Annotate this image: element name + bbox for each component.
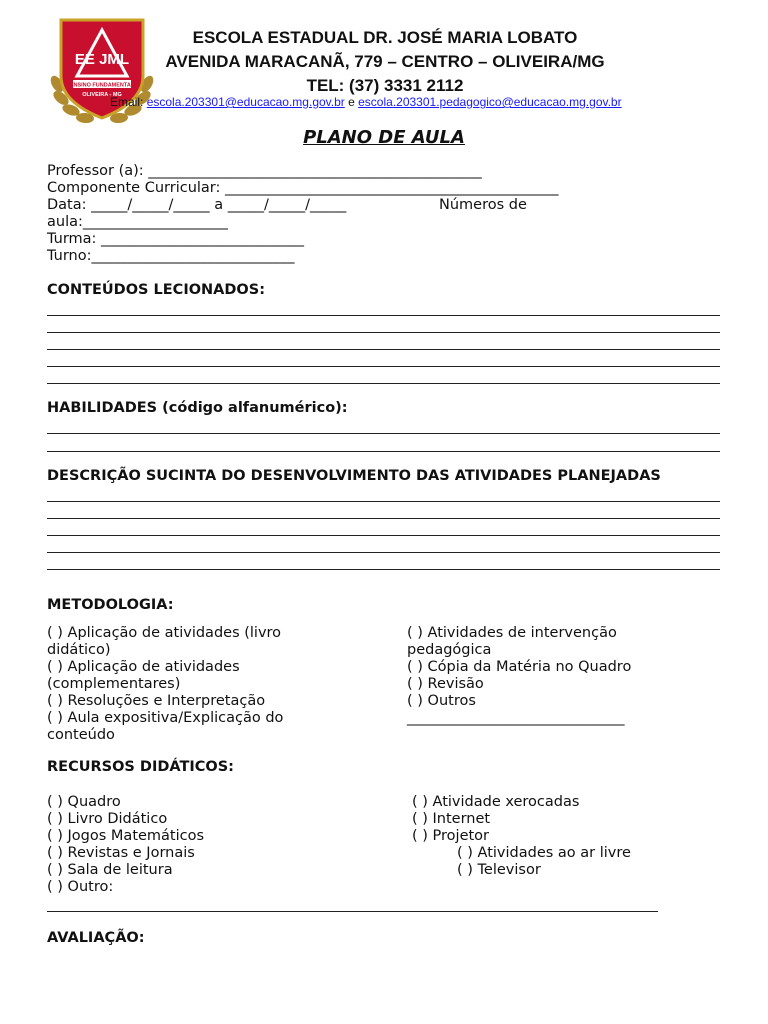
recurso-option[interactable]: ( ) Jogos Matemáticos xyxy=(47,828,205,844)
turno-field[interactable]: Turno:____________________________ xyxy=(47,248,295,264)
recursos-right-indented xyxy=(457,845,631,879)
metodologia-option-cont: didático) xyxy=(47,642,111,658)
metodologia-option[interactable]: ( ) Outros xyxy=(407,693,476,709)
metodologia-option[interactable]: ( ) Revisão xyxy=(407,676,484,692)
conteudos-line-2[interactable] xyxy=(47,332,720,333)
habilidades-line-2[interactable] xyxy=(47,451,720,452)
professor-field[interactable]: Professor (a): ______________________________________________ xyxy=(47,163,482,179)
recurso-option[interactable]: ( ) Atividades ao ar livre xyxy=(457,845,631,861)
conteudos-heading: CONTEÚDOS LECIONADOS: xyxy=(47,282,265,298)
logo-letters-1: EE JML xyxy=(74,51,130,68)
descricao-line-5[interactable] xyxy=(47,569,720,570)
email-separator: e xyxy=(344,95,359,109)
recursos-heading: RECURSOS DIDÁTICOS: xyxy=(47,759,234,775)
email-line xyxy=(110,95,622,109)
avaliacao-heading: AVALIAÇÃO: xyxy=(47,930,145,946)
logo-banner-2: OLIVEIRA - MG xyxy=(82,92,122,98)
recurso-option[interactable]: ( ) Revistas e Jornais xyxy=(47,845,195,861)
page-title xyxy=(0,127,768,148)
conteudos-line-4[interactable] xyxy=(47,366,720,367)
outros-blank-line[interactable]: ______________________________ xyxy=(407,710,625,726)
conteudos-line-1[interactable] xyxy=(47,315,720,316)
conteudos-line-3[interactable] xyxy=(47,349,720,350)
habilidades-heading: HABILIDADES (código alfanumérico): xyxy=(47,400,348,416)
email-link-1[interactable]: escola.203301@educacao.mg.gov.br xyxy=(146,95,345,109)
descricao-line-4[interactable] xyxy=(47,552,720,553)
page-title-text: PLANO DE AULA xyxy=(303,127,465,148)
recursos-right xyxy=(412,794,579,845)
descricao-line-3[interactable] xyxy=(47,535,720,536)
componente-field[interactable]: Componente Curricular: ______________________________________________ xyxy=(47,180,559,196)
data-field[interactable]: Data: _____/_____/_____ a _____/_____/_____ xyxy=(47,197,347,213)
recurso-option[interactable]: ( ) Quadro xyxy=(47,794,121,810)
recurso-option[interactable]: ( ) Televisor xyxy=(457,862,541,878)
metodologia-option-cont: (complementares) xyxy=(47,676,181,692)
habilidades-line-1[interactable] xyxy=(47,433,720,434)
metodologia-option[interactable]: ( ) Aula expositiva/Explicação do xyxy=(47,710,284,726)
conteudos-line-5[interactable] xyxy=(47,383,720,384)
descricao-line-2[interactable] xyxy=(47,518,720,519)
turma-field[interactable]: Turma: ____________________________ xyxy=(47,231,305,247)
metodologia-option-cont: conteúdo xyxy=(47,727,115,743)
school-name: ESCOLA ESTADUAL DR. JOSÉ MARIA LOBATO xyxy=(192,28,578,47)
metodologia-option[interactable]: ( ) Aplicação de atividades (livro xyxy=(47,625,282,641)
metodologia-option[interactable]: ( ) Aplicação de atividades xyxy=(47,659,240,675)
metodologia-option[interactable]: ( ) Cópia da Matéria no Quadro xyxy=(407,659,632,675)
recurso-option[interactable]: ( ) Livro Didático xyxy=(47,811,168,827)
recurso-option[interactable]: ( ) Internet xyxy=(412,811,491,827)
aula-field[interactable]: aula:____________________ xyxy=(47,214,228,230)
descricao-line-1[interactable] xyxy=(47,501,720,502)
logo-banner-1: ENSINO FUNDAMENTAL xyxy=(69,82,135,89)
email-link-2[interactable]: escola.203301.pedagogico@educacao.mg.gov.br xyxy=(358,95,622,109)
metodologia-left xyxy=(47,625,283,744)
descricao-heading: DESCRIÇÃO SUCINTA DO DESENVOLVIMENTO DAS ATIVIDADES PLANEJADAS xyxy=(47,468,661,484)
metodologia-right xyxy=(407,625,631,727)
metodologia-heading: METODOLOGIA: xyxy=(47,597,174,613)
metodologia-option-cont: pedagógica xyxy=(407,642,492,658)
metodologia-option[interactable]: ( ) Resoluções e Interpretação xyxy=(47,693,266,709)
school-address: AVENIDA MARACANÃ, 779 – CENTRO – OLIVEIRA/MG xyxy=(165,52,605,71)
outro-blank-line[interactable] xyxy=(47,911,658,912)
recurso-option[interactable]: ( ) Projetor xyxy=(412,828,490,844)
numeros-label: Números de xyxy=(439,197,527,213)
school-phone: TEL: (37) 3331 2112 xyxy=(306,76,464,95)
recurso-option[interactable]: ( ) Outro: xyxy=(47,879,114,895)
recurso-option[interactable]: ( ) Atividade xerocadas xyxy=(412,794,580,810)
email-label: Email: xyxy=(110,95,144,109)
recurso-option[interactable]: ( ) Sala de leitura xyxy=(47,862,173,878)
metodologia-option[interactable]: ( ) Atividades de intervenção xyxy=(407,625,617,641)
recursos-left xyxy=(47,794,204,896)
